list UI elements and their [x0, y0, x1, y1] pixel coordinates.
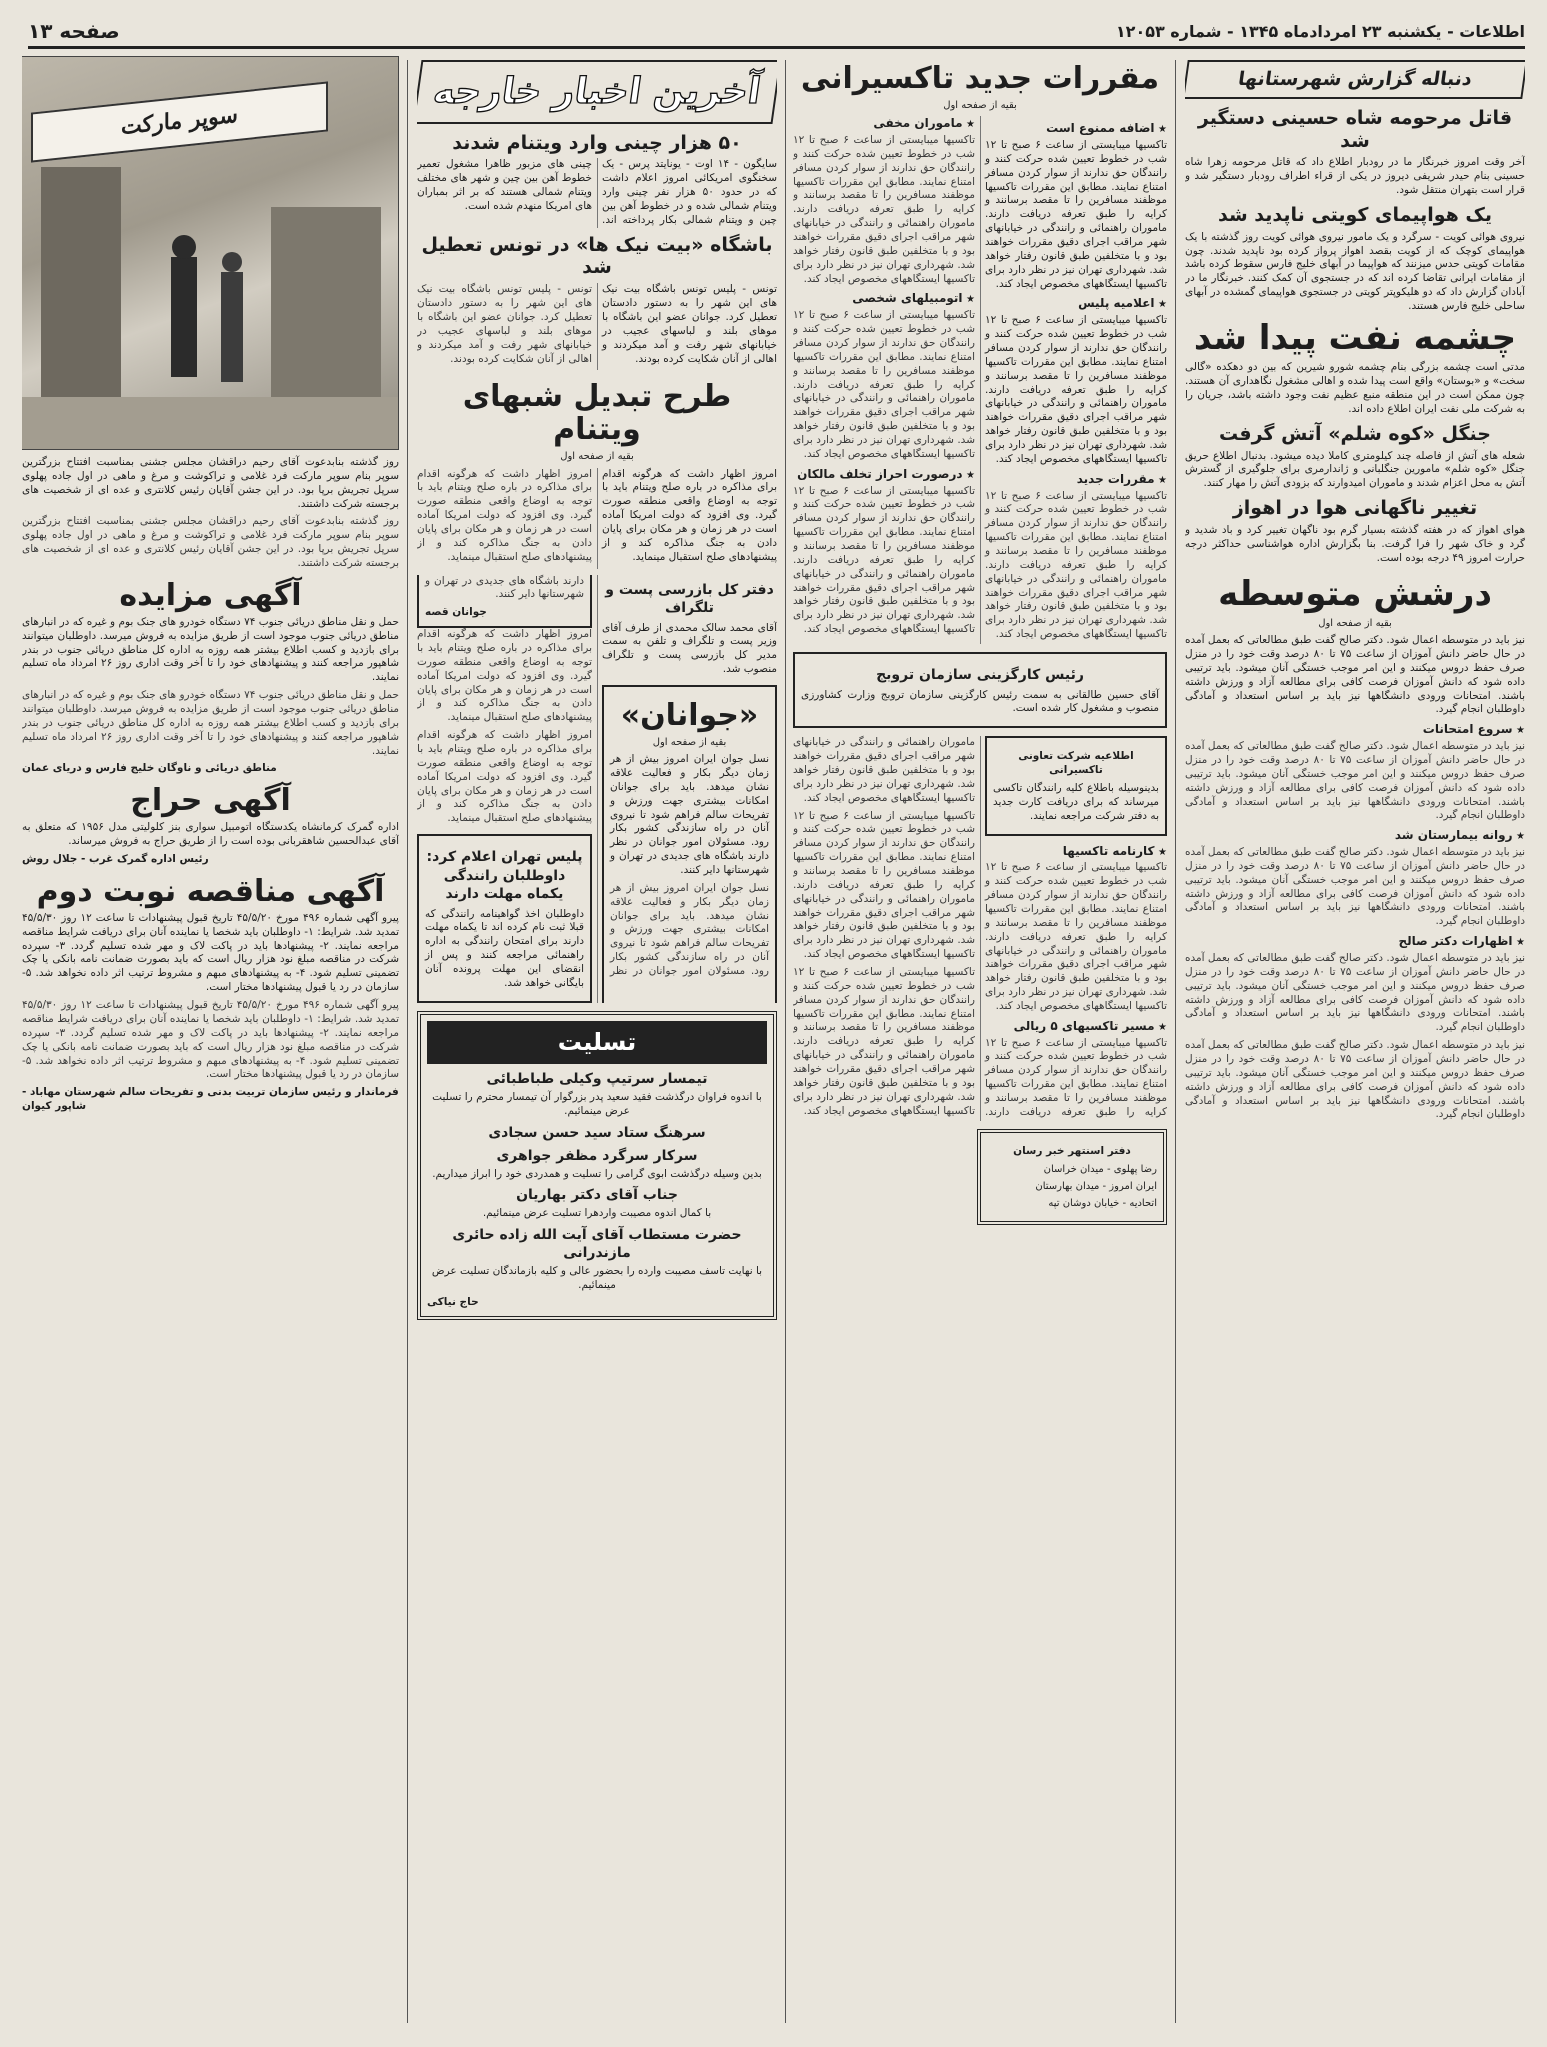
continued-note: بقیه از صفحه اول	[652, 736, 727, 748]
notice-box	[985, 736, 1167, 835]
continued-note: بقیه از صفحه اول	[560, 451, 634, 463]
supermarket-photo	[22, 56, 399, 450]
story-body: تاکسیها میبایستی از ساعت ۶ صبح تا ۱۲ شب در خطوط تعیین شده حرکت کنند و رانندگان حق ندارند از سوار کردن مسافر امتناع نمایند. مطابق این مقررات تاکسیها موظفند مسافرین را تا مقصد برسانند و کرایه را طبق تعرفه دریافت دارند. ماموران راهنمائی و رانندگی در خیابانهای شهر مراقب اجرای دقیق مقررات خواهند بود و با متخلفین طبق قانون رفتار خواهد شد. شهرداری تهران نیز در نظر دارد برای تاکسیها ایستگاههای مخصوص ایجاد کند.	[793, 809, 976, 961]
story-body: داوطلبان اخذ گواهینامه رانندگی که قبلا ثبت نام کرده اند تا یکماه مهلت دارند برای امتحان رانندگی به اداره راهنمائی مراجعه کنند و پس از انقضای این مهلت پرونده آنان بایگانی خواهد شد.	[425, 907, 584, 989]
continued-note: بقیه از صفحه اول	[1318, 617, 1392, 629]
column-ads	[22, 56, 399, 2025]
subhead: ★ اتومبیلهای شخصی	[793, 291, 975, 307]
story-headline: جنگل «کوه شلم» آتش گرفت	[1219, 422, 1491, 445]
police-box	[417, 834, 592, 1003]
story-headline: ۵۰ هزار چینی وارد ویتنام شدند	[452, 131, 742, 154]
page-header	[28, 16, 1525, 49]
foreign-news-title: آخرین اخبار خارجه	[430, 71, 764, 112]
ad-signature: رئیس اداره گمرک غرب - جلال روش	[22, 853, 209, 866]
condolence-text: بدین وسیله درگذشت ابوی گرامی را تسلیت و همدردی خود را ابراز میداریم.	[432, 1167, 762, 1180]
ad-signature: فرماندار و رئیس سازمان تربیت بدنی و تفریحات سالم شهرستان مهاباد - شاپور کیوان	[22, 1086, 399, 1113]
story-headline: مقررات جدید تاکسیرانی	[800, 61, 1160, 96]
condolence-name: سرکار سرگرد مظفر جواهری	[496, 1148, 698, 1165]
ad-body: حمل و نقل مناطق دریائی جنوب ۷۴ دستگاه خودرو های جنک بوم و غیره که در انبارهای مناطق دریائی جنوب موجود است از طریق مزایده به فروش میرسد. داوطلبان میتوانند برای بازدید و کسب اطلاع بیشتر همه روزه به اداره کل مناطق دریائی جنوب در بندر شاهپور مراجعه کنند و پیشنهادهای خود را تا آخر وقت اداری روز ۲۶ امرداد ماه تسلیم نمایند.	[22, 689, 399, 757]
page-number: صفحه ۱۳	[28, 19, 120, 43]
box-signature: جوانان قصه	[425, 606, 487, 619]
story-body: امروز اظهار داشت که هرگونه اقدام برای مذاکره در باره صلح ویتنام باید با توجه به اوضاع واقعی منطقه صورت گیرد. وی افزود که دولت امریکا آماده است در هر زمان و هر مکان برای پایان دادن به جنگ مذاکره کند و از پیشنهادهای صلح استقبال مینماید.	[417, 467, 592, 563]
appointment-box	[793, 652, 1167, 728]
subhead: ★ مقررات جدید	[985, 472, 1167, 488]
story-headline: دفتر کل بازرسی پست و تلگراف	[605, 581, 774, 617]
story-body: نسل جوان ایران امروز بیش از هر زمان دیگر بکار و فعالیت علاقه نشان میدهد. باید برای جوانان امکانات بیشتری جهت ورزش و تفریحات سالم فراهم شود تا نیروی آنان در راه سازندگی کشور بکار رود. مسئولان امور جوانان در نظر دارند باشگاه های جدیدی در تهران و شهرستانها دایر کنند.	[610, 753, 769, 876]
story-body: شعله های آتش از فاصله چند کیلومتری کاملا دیده میشود. بدنبال اطلاع حریق جنگل «کوه شلم» مامورین جنگلبانی و ژاندارمری برای جلوگیری از گسترش آتش به محل اعزام شدند و ماموران امیدوارند که بزودی آتش را مهار کنند.	[1185, 449, 1525, 490]
story-body: مدتی است چشمه بزرگی بنام چشمه شورو شیرین که بین دو دهکده «گالی سخت» و «بوستان» واقع است پیدا شده و اهالی مشغول نگاهداری آن هستند. چون ممکن است در این منطقه منبع عظیم نفت وجود داشته باشد، جریان را به شرکت ملی نفت ایران اطلاع داده اند.	[1185, 361, 1525, 415]
story-body: آقای محمد سالک محمدی از طرف آقای وزیر پست و تلگراف و تلفن به سمت مدیر کل بازرسی پست و تلگراف منصوب شد.	[602, 621, 777, 676]
subhead: ★ اضافه ممنوع است	[985, 121, 1167, 137]
subhead: ★ اظهارات دکتر صالح	[1185, 934, 1525, 950]
story-body: امروز اظهار داشت که هرگونه اقدام برای مذاکره در باره صلح ویتنام باید با توجه به اوضاع واقعی منطقه صورت گیرد. وی افزود که دولت امریکا آماده است در هر زمان و هر مکان برای پایان دادن به جنگ مذاکره کند و از پیشنهادهای صلح استقبال مینماید.	[417, 729, 592, 825]
ad-body: پیرو آگهی شماره ۴۹۶ مورخ ۴۵/۵/۲۰ تاریخ قبول پیشنهادات تا ساعت ۱۲ روز ۴۵/۵/۳۰ تمدید شد. شرایط: ۱- داوطلبان باید شخصا یا نماینده آنان برای دریافت شرایط مناقصه مراجعه نمایند. ۲- پیشنهادها باید در پاکت لاک و مهر شده تسلیم گردد. ۳- سپرده شرکت در مناقصه مبلغ نود هزار ریال است که باید بصورت ضمانت نامه بانکی یا چک تضمینی تسلیم شود. ۴- به پیشنهادهای مبهم و مشروط ترتیب اثر داده نخواهد شد. ۵- سازمان در رد یا قبول پیشنهادها مختار است.	[22, 911, 399, 994]
story-headline: قاتل مرحومه شاه حسینی دستگیر شد	[1197, 106, 1513, 152]
continued-note: بقیه از صفحه اول	[943, 100, 1017, 111]
story-body: نیز باید در متوسطه اعمال شود. دکتر صالح گفت طبق مطالعاتی که بعمل آمده در حال حاضر دانش آموزان از ساعت ۷۵ تا ۸۰ درصد وقت خود را در منزل صرف حفظ دروس میکنند و این امر موجب خستگی آنان میشود. باید ترتیبی داده شود که دانش آموزان فرصت کافی برای مطالعه آزاد و ورزش داشته باشند. امتحانات ورودی دانشگاهها نیز باید بر اساس استعداد و آمادگی داوطلبان انجام گیرد.	[1185, 1039, 1525, 1121]
ad-headline: آگهی مزایده	[119, 577, 302, 613]
column-rule	[1175, 60, 1176, 2023]
column-provinces	[1185, 56, 1525, 2025]
story-headline: پلیس تهران اعلام کرد: داوطلبان رانندگی یکماه مهلت دارند	[426, 849, 583, 903]
column-rule	[407, 60, 408, 2023]
ad-signature: مناطق دریائی و ناوگان خلیج فارس و دریای عمان	[22, 762, 277, 775]
story-headline: طرح تبدیل شبهای ویتنام	[462, 379, 732, 448]
column-rule	[785, 60, 786, 2023]
story-body: نیروی هوائی کویت - سرگرد و یک مامور نیروی هوائی کویت روز گذشته با یک هواپیمای کوچک که از کویت بقصد اهواز پرواز کرده بود ناپدید شدند. چون مقامات کویتی حدس میزنند که هواپیما در آبهای خلیج فارس سقوط کرده باشد از مقامات ایرانی تقاضا کرده اند که در جستجوی آن کمک کنند. خبرنگار ما در آبادان گزارش داد که دو هلیکوپتر کویتی در جستجوی هواپیمای گمشده در آبهای ساحلی خلیج فارس هستند.	[1185, 230, 1525, 313]
story-body: تاکسیها میبایستی از ساعت ۶ صبح تا ۱۲ شب در خطوط تعیین شده حرکت کنند و رانندگان حق ندارند از سوار کردن مسافر امتناع نمایند. مطابق این مقررات تاکسیها موظفند مسافرین را تا مقصد برسانند و کرایه را طبق تعرفه دریافت دارند. ماموران راهنمائی و رانندگی در خیابانهای شهر مراقب اجرای دقیق مقررات خواهند بود و با متخلفین طبق قانون رفتار خواهد شد. شهرداری تهران نیز در نظر دارد برای تاکسیها ایستگاههای مخصوص ایجاد کند.	[985, 489, 1167, 641]
condolence-name: حضرت مستطاب آقای آیت الله زاده حائری مازندرانی	[452, 1226, 742, 1262]
condolence-text: با اندوه فراوان درگذشت فقید سعید پدر بزرگوار آن تیمسار محترم را تسلیت عرض مینمائیم.	[432, 1090, 762, 1117]
story-body: تاکسیها میبایستی از ساعت ۶ صبح تا ۱۲ شب در خطوط تعیین شده حرکت کنند و رانندگان حق ندارند از سوار کردن مسافر امتناع نمایند. مطابق این مقررات تاکسیها موظفند مسافرین را تا مقصد برسانند و کرایه را طبق تعرفه دریافت دارند. ماموران راهنمائی و رانندگی در خیابانهای شهر مراقب اجرای دقیق مقررات خواهند بود و با متخلفین طبق قانون رفتار خواهد شد. شهرداری تهران نیز در نظر دارد برای تاکسیها ایستگاههای مخصوص ایجاد کند.	[985, 861, 1167, 1012]
two-column-body	[417, 575, 777, 1003]
condolence-text: با کمال اندوه مصیبت واردهرا تسلیت عرض مینمائیم.	[482, 1206, 712, 1219]
story-body: تونس - پلیس تونس باشگاه بیت نیک های این شهر را به دستور دادستان تعطیل کرد. جوانان عضو این باشگاه با موهای بلند و لباسهای عجیب در خیابانهای شهر رفت و آمد میکردند و اهالی از آنان شکایت کرده بودند.	[602, 283, 777, 365]
subhead: ★ درصورت احراز تخلف مالکان	[793, 467, 975, 483]
condolence-name: جناب آقای دکتر بهاریان	[516, 1187, 678, 1204]
column-foreign-news	[417, 56, 777, 2025]
story-body: نیز باید در متوسطه اعمال شود. دکتر صالح گفت طبق مطالعاتی که بعمل آمده در حال حاضر دانش آموزان از ساعت ۷۵ تا ۸۰ درصد وقت خود را در منزل صرف حفظ دروس میکنند و این امر موجب خستگی آنان میشود. باید ترتیبی داده شود که دانش آموزان فرصت کافی برای مطالعه آزاد و ورزش داشته باشند. امتحانات ورودی دانشگاهها نیز باید بر اساس استعداد و آمادگی داوطلبان انجام گیرد.	[1185, 846, 1525, 928]
condolence-name: سرهنگ ستاد سید حسن سجادی	[488, 1124, 706, 1141]
subhead: ★ سروع امتحانات	[1185, 722, 1525, 738]
condolence-name: تیمسار سرتیپ وکیلی طباطبائی	[486, 1071, 708, 1088]
story-headline: تغییر ناگهانی هوا در اهواز	[1232, 497, 1478, 520]
photo-caption: روز گذشته بنابدعوت آقای رحیم دراقشان مجلس جشنی بمناسبت افتتاح بزرگترین سوپر بنام سوپر مارکت فرد غلامی و تراکوشت و مرغ و ماهی در اول جاده پهلوی سرپل تجریش برپا بود. در این جشن آقایان رئیس کلانتری و عده ای از شخصیت های برجسته شرکت داشتند.	[22, 515, 399, 570]
column-taxi	[793, 56, 1167, 2025]
condolence-box	[417, 1011, 777, 1321]
ad-body: اداره گمرک کرمانشاه یکدستگاه اتومبیل سواری بنز کلولیتی مدل ۱۹۵۶ که متعلق به آقای عبدالحسین شاهقربانی بوده است را از طریق حراج به فروش میرساند.	[22, 821, 399, 848]
story-body: نیز باید در متوسطه اعمال شود. دکتر صالح گفت طبق مطالعاتی که بعمل آمده در حال حاضر دانش آموزان از ساعت ۷۵ تا ۸۰ درصد وقت خود را در منزل صرف حفظ دروس میکنند و این امر موجب خستگی آنان میشود. باید ترتیبی داده شود که دانش آموزان فرصت کافی برای مطالعه آزاد و ورزش داشته باشند. امتحانات ورودی دانشگاهها نیز باید بر اساس استعداد و آمادگی داوطلبان انجام گیرد.	[1185, 740, 1525, 822]
subhead: ★ ماموران مخفی	[793, 116, 975, 132]
story-headline: چشمه نفت پیدا شد	[1193, 317, 1517, 358]
two-column-body	[417, 283, 777, 370]
story-headline: «جوانان»	[620, 697, 759, 733]
story-headline: یک هواپیمای کویتی ناپدید شد	[1217, 203, 1493, 226]
store-sign: سوپر مارکت	[31, 81, 328, 162]
condolence-title: تسلیت	[427, 1021, 767, 1065]
story-body: نیز باید در متوسطه اعمال شود. دکتر صالح گفت طبق مطالعاتی که بعمل آمده در حال حاضر دانش آموزان از ساعت ۷۵ تا ۸۰ درصد وقت خود را در منزل صرف حفظ دروس میکنند و این امر موجب خستگی آنان میشود. باید ترتیبی داده شود که دانش آموزان فرصت کافی برای مطالعه آزاد و ورزش داشته باشند. امتحانات ورودی دانشگاهها نیز باید بر اساس استعداد و آمادگی داوطلبان انجام گیرد.	[1185, 952, 1525, 1034]
two-column-body	[793, 116, 1167, 644]
provinces-banner: دنباله گزارش شهرستانها	[1185, 60, 1525, 99]
condolence-text: با نهایت تاسف مصیبت وارده را بحضور عالی و کلیه بازماندگان تسلیت عرض مینمائیم.	[431, 1264, 763, 1291]
box-headline: رئیس کارگزینی سازمان تروبج	[876, 667, 1084, 684]
story-body: نیز باید در متوسطه اعمال شود. دکتر صالح گفت طبق مطالعاتی که بعمل آمده در حال حاضر دانش آموزان از ساعت ۷۵ تا ۸۰ درصد وقت خود را در منزل صرف حفظ دروس میکنند و این امر موجب خستگی آنان میشود. باید ترتیبی داده شود که دانش آموزان فرصت کافی برای مطالعه آزاد و ورزش داشته باشند. امتحانات ورودی دانشگاهها نیز باید بر اساس استعداد و آمادگی داوطلبان انجام گیرد.	[1185, 634, 1525, 716]
condolence-signature: حاج نیاکی	[427, 1296, 479, 1309]
box-body: بدینوسیله باطلاع کلیه رانندگان تاکسی میرساند که برای دریافت کارت جدید به دفتر شرکت مراجعه نمایند.	[993, 781, 1159, 822]
ad-headline: آگهی مناقصه نوبت دوم	[36, 873, 385, 909]
story-headline: درشش متوسطه	[1218, 573, 1492, 614]
box-headline: دفتر اسنتهر خبر رسان	[1013, 1145, 1131, 1158]
subhead: ★ اعلامیه پلیس	[985, 296, 1167, 312]
story-body: آخر وقت امروز خبرنگار ما در رودبار اطلاع داد که قاتل مرحومه زهرا شاه حسینی بنام حیدر شریفی دیروز در یکی از قراء اطراف رودبار دستگیر شد و قرار است بتهران منتقل شود.	[1185, 156, 1525, 197]
subhead: ★ روانه بیمارستان شد	[1185, 828, 1525, 844]
box-line: اتحادیه - خیابان دوشان تپه	[1048, 1198, 1157, 1210]
story-body: تونس - پلیس تونس باشگاه بیت نیک های این شهر را به دستور دادستان تعطیل کرد. جوانان عضو این باشگاه با موهای بلند و لباسهای عجیب در خیابانهای شهر رفت و آمد میکردند و اهالی از آنان شکایت کرده بودند.	[417, 283, 592, 365]
story-body: تاکسیها میبایستی از ساعت ۶ صبح تا ۱۲ شب در خطوط تعیین شده حرکت کنند و رانندگان حق ندارند از سوار کردن مسافر امتناع نمایند. مطابق این مقررات تاکسیها موظفند مسافرین را تا مقصد برسانند و کرایه را طبق تعرفه دریافت دارند. ماموران راهنمائی و رانندگی در خیابانهای شهر مراقب اجرای دقیق مقررات خواهند بود و با متخلفین طبق قانون رفتار خواهد شد. شهرداری تهران نیز در نظر دارد برای تاکسیها ایستگاههای مخصوص ایجاد کند.	[793, 309, 976, 460]
right-stack	[417, 628, 592, 1003]
story-body: تاکسیها میبایستی از ساعت ۶ صبح تا ۱۲ شب در خطوط تعیین شده حرکت کنند و رانندگان حق ندارند از سوار کردن مسافر امتناع نمایند. مطابق این مقررات تاکسیها موظفند مسافرین را تا مقصد برسانند و کرایه را طبق تعرفه دریافت دارند. ماموران راهنمائی و رانندگی در خیابانهای شهر مراقب اجرای دقیق مقررات خواهند بود و با متخلفین طبق قانون رفتار خواهد شد. شهرداری تهران نیز در نظر دارد برای تاکسیها ایستگاههای مخصوص ایجاد کند.	[793, 134, 976, 285]
ad-body: پیرو آگهی شماره ۴۹۶ مورخ ۴۵/۵/۲۰ تاریخ قبول پیشنهادات تا ساعت ۱۲ روز ۴۵/۵/۳۰ تمدید شد. شرایط: ۱- داوطلبان باید شخصا یا نماینده آنان برای دریافت شرایط مناقصه مراجعه نمایند. ۲- پیشنهادها باید در پاکت لاک و مهر شده تسلیم گردد. ۳- سپرده شرکت در مناقصه مبلغ نود هزار ریال است که باید بصورت ضمانت نامه بانکی یا چک تضمینی تسلیم شود. ۴- به پیشنهادهای مبهم و مشروط ترتیب اثر داده نخواهد شد. ۵- سازمان در رد یا قبول پیشنهادها مختار است.	[22, 999, 399, 1081]
two-column-body	[793, 736, 1167, 1121]
box-body: آقای حسین طالقانی به سمت رئیس کارگزینی سازمان تروبج وزارت کشاورزی منصوب و مشغول کار شده است.	[801, 688, 1159, 715]
story-headline: باشگاه «بیت نیک ها» در تونس تعطیل شد	[421, 233, 773, 279]
story-body: سایگون - ۱۴ اوت - یونایتد پرس - یک سخنگوی امریکائی امروز اعلام داشت که در حدود ۵۰ هزار نفر چینی وارد ویتنام شمالی شده و در خطوط آهن بین چین و ویتنام شمالی بکار پرداخته اند. چینی های مزبور ظاهرا مشغول تعمیر خطوط آهن بین چین و شهر های مختلف ویتنام شمالی هستند که بر اثر بمباران های امریکا منهدم شده است.	[417, 158, 777, 226]
story-body: هوای اهواز که در هفته گذشته بسیار گرم بود ناگهان تغییر کرد و باد شدید و گرد و خاک شهر را فرا گرفت. بنا بگزارش اداره هواشناسی حداکثر درجه حرارت امروز ۴۹ درجه بوده است.	[1185, 523, 1525, 564]
distributor-box	[977, 1129, 1167, 1224]
two-column-body	[417, 468, 777, 569]
story-body: تاکسیها میبایستی از ساعت ۶ صبح تا ۱۲ شب در خطوط تعیین شده حرکت کنند و رانندگان حق ندارند از سوار کردن مسافر امتناع نمایند. مطابق این مقررات تاکسیها موظفند مسافرین را تا مقصد برسانند و کرایه را طبق تعرفه دریافت دارند. ماموران راهنمائی و رانندگی در خیابانهای شهر مراقب اجرای دقیق مقررات خواهند بود و با متخلفین طبق قانون رفتار خواهد شد. شهرداری تهران نیز در نظر دارد برای تاکسیها ایستگاههای مخصوص ایجاد کند.	[793, 736, 1167, 1118]
ad-body: حمل و نقل مناطق دریائی جنوب ۷۴ دستگاه خودرو های جنک بوم و غیره که در انبارهای مناطق دریائی جنوب موجود است از طریق مزایده به فروش میرسد. داوطلبان میتوانند برای بازدید و کسب اطلاع بیشتر همه روزه به اداره کل مناطق دریائی جنوب در بندر شاهپور مراجعه کنند و پیشنهادهای خود را تا آخر وقت اداری روز ۲۶ امرداد ماه تسلیم نمایند.	[22, 615, 399, 684]
story-body: امروز اظهار داشت که هرگونه اقدام برای مذاکره در باره صلح ویتنام باید با توجه به اوضاع واقعی منطقه صورت گیرد. وی افزود که دولت امریکا آماده است در هر زمان و هر مکان برای پایان دادن به جنگ مذاکره کند و از پیشنهادهای صلح استقبال مینماید.	[602, 467, 777, 563]
story-body: تاکسیها میبایستی از ساعت ۶ صبح تا ۱۲ شب در خطوط تعیین شده حرکت کنند و رانندگان حق ندارند از سوار کردن مسافر امتناع نمایند. مطابق این مقررات تاکسیها موظفند مسافرین را تا مقصد برسانند و کرایه را طبق تعرفه دریافت دارند. ماموران راهنمائی و رانندگی در خیابانهای شهر مراقب اجرای دقیق مقررات خواهند بود و با متخلفین طبق قانون رفتار خواهد شد. شهرداری تهران نیز در نظر دارد برای تاکسیها ایستگاههای مخصوص ایجاد کند.	[985, 139, 1167, 290]
two-column-body	[417, 158, 777, 227]
ad-headline: آگهی حراج	[130, 783, 291, 819]
masthead: اطلاعات - یکشنبه ۲۳ امردادماه ۱۳۴۵ - شماره ۱۲۰۵۳	[1115, 21, 1525, 41]
story-body: امروز اظهار داشت که هرگونه اقدام برای مذاکره در باره صلح ویتنام باید با توجه به اوضاع واقعی منطقه صورت گیرد. وی افزود که دولت امریکا آماده است در هر زمان و هر مکان برای پایان دادن به جنگ مذاکره کند و از پیشنهادهای صلح استقبال مینماید.	[417, 628, 592, 724]
box-line: ایران امروز - میدان بهارستان	[1035, 1181, 1157, 1193]
box-line: رضا پهلوی - میدان خراسان	[1043, 1163, 1157, 1175]
photo-caption: روز گذشته بنابدعوت آقای رحیم دراقشان مجلس جشنی بمناسبت افتتاح بزرگترین سوپر بنام سوپر مارکت فرد غلامی و تراکوشت و مرغ و ماهی در اول جاده پهلوی سرپل تجریش برپا بود. در این جشن آقایان رئیس کلانتری و عده ای از شخصیت های برجسته شرکت داشتند.	[22, 456, 399, 510]
story-body: تاکسیها میبایستی از ساعت ۶ صبح تا ۱۲ شب در خطوط تعیین شده حرکت کنند و رانندگان حق ندارند از سوار کردن مسافر امتناع نمایند. مطابق این مقررات تاکسیها موظفند مسافرین را تا مقصد برسانند و کرایه را طبق تعرفه دریافت دارند. ماموران راهنمائی و رانندگی در خیابانهای شهر مراقب اجرای دقیق مقررات خواهند بود و با متخلفین طبق قانون رفتار خواهد شد. شهرداری تهران نیز در نظر دارد برای تاکسیها ایستگاههای مخصوص ایجاد کند.	[793, 484, 976, 636]
box-headline: اطلاعیه شرکت تعاونی تاکسیرانی	[1018, 750, 1134, 777]
story-body: نسل جوان ایران امروز بیش از هر زمان دیگر بکار و فعالیت علاقه نشان میدهد. باید برای جوانان امکانات بیشتری جهت ورزش و تفریحات سالم فراهم شود تا نیروی آنان در راه سازندگی کشور بکار رود. مسئولان امور جوانان در نظر دارند باشگاه های جدیدی در تهران و شهرستانها دایر کنند.	[425, 574, 769, 978]
subhead: ★ مسیر تاکسیهای ۵ ریالی	[985, 1019, 1167, 1035]
subhead: ★ کارنامه تاکسیها	[985, 844, 1167, 860]
story-body: تاکسیها میبایستی از ساعت ۶ صبح تا ۱۲ شب در خطوط تعیین شده حرکت کنند و رانندگان حق ندارند از سوار کردن مسافر امتناع نمایند. مطابق این مقررات تاکسیها موظفند مسافرین را تا مقصد برسانند و کرایه را طبق تعرفه دریافت دارند. ماموران راهنمائی و رانندگی در خیابانهای شهر مراقب اجرای دقیق مقررات خواهند بود و با متخلفین طبق قانون رفتار خواهد شد. شهرداری تهران نیز در نظر دارد برای تاکسیها ایستگاههای مخصوص ایجاد کند.	[793, 965, 976, 1117]
story-body: تاکسیها میبایستی از ساعت ۶ صبح تا ۱۲ شب در خطوط تعیین شده حرکت کنند و رانندگان حق ندارند از سوار کردن مسافر امتناع نمایند. مطابق این مقررات تاکسیها موظفند مسافرین را تا مقصد برسانند و کرایه را طبق تعرفه دریافت دارند. ماموران راهنمائی و رانندگی در خیابانهای شهر مراقب اجرای دقیق مقررات خواهند بود و با متخلفین طبق قانون رفتار خواهد شد. شهرداری تهران نیز در نظر دارد برای تاکسیها ایستگاههای مخصوص ایجاد کند.	[985, 314, 1167, 465]
foreign-news-banner	[417, 60, 777, 124]
